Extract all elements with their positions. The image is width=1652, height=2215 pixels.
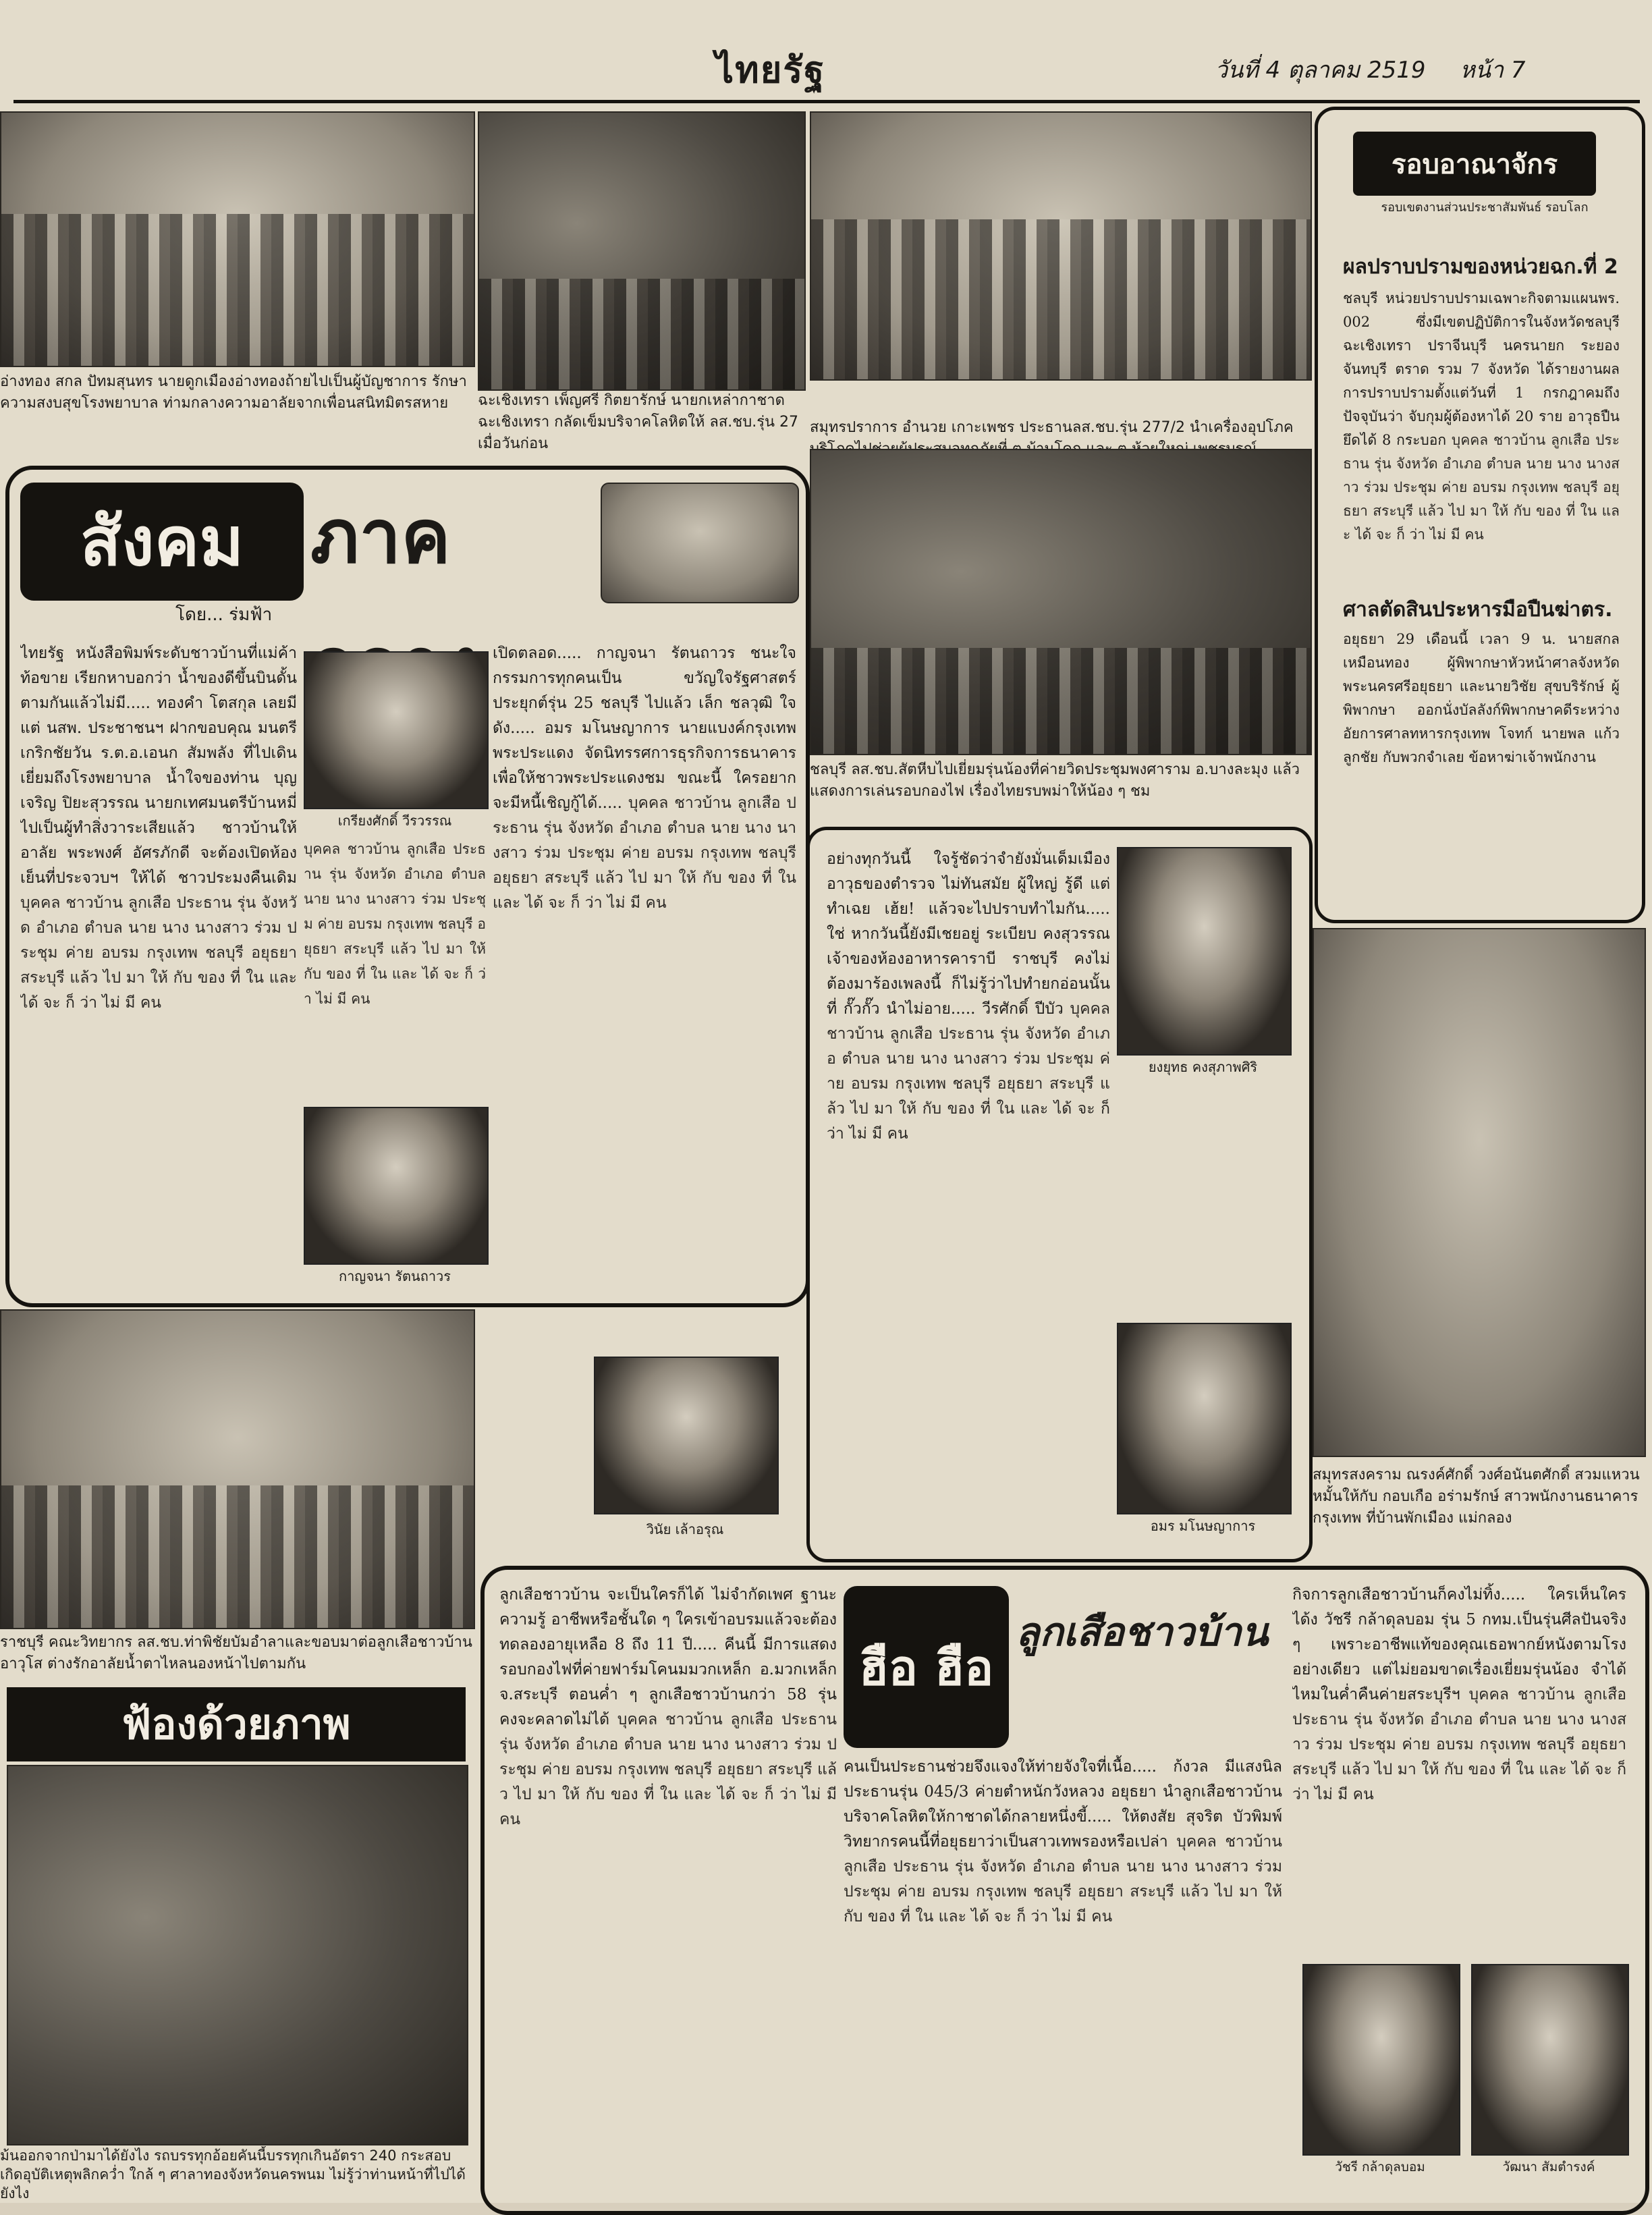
portrait-caption-watcharee: วัชรี กล้าดุลบอม (1335, 2160, 1425, 2175)
portrait-caption-winai: วินัย เล้าอรุณ (646, 1521, 724, 1537)
social-col-1 (20, 641, 297, 1303)
scouts-col-3 (1292, 1583, 1626, 1954)
issue-date: วันที่ 4 ตุลาคม 2519 (1215, 57, 1426, 84)
portrait-caption-kriangsak: เกรียงศักดิ์ วีรวรรณ (337, 813, 452, 829)
lawsuit-banner: ฟ้องด้วยภาพ (7, 1687, 466, 1761)
masthead-title: ไทยรัฐ (715, 48, 826, 91)
social-col-3 (827, 847, 1110, 1529)
caption-samutprakan: สมุทรปราการ อำนวย เกาะเพชร ประธานลส.ชบ.รุ่น 277/2 นำเครื่องอุปโภค (810, 419, 1294, 436)
photo-chachoengsao (478, 111, 806, 391)
radio-story-2-text: อยุธยา 29 เดือนนี้ เวลา 9 น. นายสกล เหมือนทอง ผู้พิพากษาหัวหน้าศาลจังหวัดพระนครศรีอยุธยา และนายวิชัย สุขบริรักษ์ ผู้พิพากษา ออกนั่งบัลลังก์พิพากษาคดีระหว่างอัยการศาลทหารกรุงเทพ โจทก์ นายพล แก้วลูกชัย กับพวกจำเลย ข้อหาฆ่าเจ้าพนักงาน (1343, 631, 1620, 765)
scouts-col-1 (499, 1583, 837, 2197)
portrait-kriangsak (304, 651, 489, 809)
radio-column-title: รอบอาณาจักร (1353, 132, 1596, 196)
scouts-col-2-filler: บุคคล ชาวบ้าน ลูกเสือ ประธาน รุ่น จังหวัด อำเภอ ตำบล นาย นาง นางสาว ร่วม ประชุม ค่าย อบรม กรุงเทพ ชลบุรี อยุธยา สระบุรี แล้ว ไป มา ให้ กับ ของ ที่ ใน และ ได้ จะ ก็ ว่า ไม่ มี คน (844, 1833, 1282, 1925)
portrait-caption-amorn: อมร มโนษญาการ (1150, 1518, 1256, 1534)
portrait-caption-wattana: วัฒนา สัมตำรงค์ (1502, 2160, 1595, 2175)
scouts-col-2 (844, 1755, 1282, 2197)
scouts-col-3-text: กิจการลูกเสือชาวบ้านก็คงไม่ทิ้ง..... ใครเห็นใครได้ง วัชรี กล้าดุลบอม รุ่น 5 กทม.เป็นรุ่นศีลปันจริง ๆ เพราะอาชีพแท้ของคุณเธอพากย์หนังตามโรงอย่างเดียว แต่ไม่ยอมขาดเรื่องเยี่ยมรุ่นน้อง จำได้ไหมในค่ำคืนค่ายสระบุรีฯ (1292, 1586, 1626, 1703)
social-col-1b-filler: บุคคล ชาวบ้าน ลูกเสือ ประธาน รุ่น จังหวัด อำเภอ ตำบล นาย นาง นางสาว ร่วม ประชุม ค่าย อบรม กรุงเทพ ชลบุรี อยุธยา สระบุรี แล้ว ไป มา ให้ กับ ของ ที่ ใน และ ได้ จะ ก็ ว่า ไม่ มี คน (304, 841, 486, 1007)
caption-chonburi: ชลบุรี ลส.ชบ.สัตหีบไปเยี่ยมรุ่นน้องที่ค่ายวิดประชุมพงศาราม อ.บางละมุง แล้วแสดงการเล่นรอบกองไฟ เรื่องไทยรบพม่าให้น้อง ๆ ชม (810, 761, 1300, 800)
radio-heading-1: ผลปราบปรามของหน่วยฉก.ที่ 2 (1343, 255, 1618, 279)
social-col-2 (493, 641, 796, 1303)
scouts-col-1-filler: บุคคล ชาวบ้าน ลูกเสือ ประธาน รุ่น จังหวัด อำเภอ ตำบล นาย นาง นางสาว ร่วม ประชุม ค่าย อบรม กรุงเทพ ชลบุรี อยุธยา สระบุรี แล้ว ไป มา ให้ กับ ของ ที่ ใน และ ได้ จะ ก็ ว่า ไม่ มี คน (499, 1711, 837, 1828)
photo-samutsongkhram (1313, 928, 1646, 1457)
social-title-2: ภาค (310, 493, 451, 580)
scouts-title-1: ฮือ ฮือ (844, 1586, 1009, 1748)
radio-story-1-text: ชลบุรี หน่วยปราบปรามเฉพาะกิจตามแผนพร. 002 ซึ่งมีเขตปฏิบัติการในจังหวัดชลบุรี ฉะเชิงเทรา ปราจีนบุรี นครนายก ระยอง จันทบุรี ตราด รวม 7 จังหวัด ได้รายงานผลการปราบปรามตั้งแต่วันที่ 1 กรกฎาคมถึงปัจจุบันว่า จับกุมผู้ต้องหาได้ 20 ราย อาวุธปืนยึดได้ 8 กระบอก (1343, 290, 1620, 448)
radio-heading-2: ศาลตัดสินประหารมือปืนฆ่าตร. (1343, 598, 1613, 622)
social-col-3-filler: บุคคล ชาวบ้าน ลูกเสือ ประธาน รุ่น จังหวัด อำเภอ ตำบล นาย นาง นางสาว ร่วม ประชุม ค่าย อบรม กรุงเทพ ชลบุรี อยุธยา สระบุรี แล้ว ไป มา ให้ กับ ของ ที่ ใน และ ได้ จะ ก็ ว่า ไม่ มี คน (827, 1000, 1110, 1143)
masthead-rule (13, 100, 1640, 103)
portrait-caption-yongyuth: ยงยุทธ คงสุภาพศิริ (1148, 1059, 1258, 1075)
scouts-col-2-text: คนเป็นประธานช่วยจึงแจงให้ท่ายจังใจที่เนื้อ..... ก้งวล มีแสงนิล ประธานรุ่น 045/3 ค่ายตำหนักวังหลวง อยุธยา นำลูกเสือชาวบ้านบริจาคโลหิตให้กาชาดได้กลายหนึ่งขี้..... ให้ตงสัย สุจริต บัวพิมพ์ วิทยากรคนนี้ที่อยุธยาว่าเป็นสาวเทพรองหรือเปล่า (844, 1758, 1282, 1851)
scouts-title-2: ลูกเสือชาวบ้าน (1016, 1609, 1269, 1655)
photo-samutprakan (810, 111, 1312, 381)
photo-chonburi (810, 449, 1312, 755)
social-col-2-text: เปิดตลอด..... กาญจนา รัตนถาวร ชนะใจกรรมการทุกคนเป็น ขวัญใจรัฐศาสตร์ ประยุกต์รุ่น 25 ชลบุรี ไปแล้ว เล็ก ชลวุฒิ ใจดัง..... อมร มโนษญาการ นายแบงค์กรุงเทพ พระประแดง จัดนิทรรศการธุรกิจการธนาคาร เพื่อให้ชาวพระประแดงชม ขณะนี้ ใครอยากจะมีหนี้เชิญกู้ได้..... (493, 645, 796, 812)
social-col-2-filler: บุคคล ชาวบ้าน ลูกเสือ ประธาน รุ่น จังหวัด อำเภอ ตำบล นาย นาง นางสาว ร่วม ประชุม ค่าย อบรม กรุงเทพ ชลบุรี อยุธยา สระบุรี แล้ว ไป มา ให้ กับ ของ ที่ ใน และ ได้ จะ ก็ ว่า ไม่ มี คน (493, 794, 796, 912)
social-col-1-text: ไทยรัฐ หนังสือพิมพ์ระดับชาวบ้านที่แม่ค้าท้อขาย เรียกหาบอกว่า น้ำของดีขึ้นบินดั้นตามกันแล้วไม่มี..... ทองคำ โตสกุล เลยมีแต่ นสพ. ประชาชนฯ ฝากขอบคุณ มนตรี เกริกชัยวัน ร.ต.อ.เอนก สัมพลัง ที่ไปเดินเยี่ยมถึงโรงพยาบาล น้ำใจของท่าน บุญเจริญ ปิยะสุวรรณ นายกเทศมนตรีบ้านหมี่ ไปเป็นผู้ทำสิ่งวาระเสียแล้ว ชาวบ้านให้อาลัย พระพงศ์ อัศรภักดี จะต้องเปิดห้องเย็นที่ประจวบฯ ให้ได้ ชาวประมงคืนเดิม (20, 645, 297, 887)
social-col-1-filler: บุคคล ชาวบ้าน ลูกเสือ ประธาน รุ่น จังหวัด อำเภอ ตำบล นาย นาง นางสาว ร่วม ประชุม ค่าย อบรม กรุงเทพ ชลบุรี อยุธยา สระบุรี แล้ว ไป มา ให้ กับ ของ ที่ ใน และ ได้ จะ ก็ ว่า ไม่ มี คน (20, 894, 297, 1012)
portrait-winai (594, 1357, 779, 1514)
caption-chachoengsao: ฉะเชิงเทรา เพ็ญศรี กิตยารักษ์ นายกเหล่ากาชาดฉะเชิงเทรา กลัดเข็มบริจาคโลหิตให้ ลส.ชบ.รุ่น 27 เมื่อวันก่อน (478, 392, 799, 452)
social-title: สังคม (20, 483, 304, 601)
social-byline: โดย... ร่มฟ้า (175, 605, 273, 625)
social-col-3-text: อย่างทุกวันนี้ ใจรู้ชัดว่าจำยังมั่นเด็มเมือง อาวุธของตำรวจ ไม่ทันสมัย ผู้ใหญ่ รู้ดี แต่ทำเฉย เฮ้ย! แล้วจะไปปราบทำไมกัน..... ใช่ หากวันนี้ยังมีเชยอยู่ ระเบียบ คงสุวรรณ เจ้าของห้องอาหารคาราบี ราชบุรี คงไม่ต้องมาร้องเพลงนี้ ก็ไม่รู้ว่าไปทำยกอ่อนนั้นที่ กั๊วกั๊ว นำไม่อาย..... วีรศักดิ์ ปีบัว (827, 850, 1110, 1018)
radio-column-subtitle: รอบเขตงานส่วนประชาสัมพันธ์ รอบโลก (1381, 200, 1589, 215)
radio-story-1-filler: บุคคล ชาวบ้าน ลูกเสือ ประธาน รุ่น จังหวัด อำเภอ ตำบล นาย นาง นางสาว ร่วม ประชุม ค่าย อบรม กรุงเทพ ชลบุรี อยุธยา สระบุรี แล้ว ไป มา ให้ กับ ของ ที่ ใน และ ได้ จะ ก็ ว่า ไม่ มี คน (1343, 432, 1620, 543)
portrait-caption-kanchana: กาญจนา รัตนถาวร (338, 1268, 451, 1284)
scouts-col-1-text: ลูกเสือชาวบ้าน จะเป็นใครก็ได้ ไม่จำกัดเพศ ฐานะความรู้ อาชีพหรือชั้นใด ๆ ใครเข้าอบรมแล้วจะต้องทดลองอายุเหลือ 8 ถึง 11 ปี..... คีนนี้ มีการแสดงรอบกองไฟที่ค่ายฟาร์มโคนมมวกเหล็ก อ.มวกเหล็ก จ.สระบุรี ตอนค่ำ ๆ ลูกเสือชาวบ้านกว่า 58 รุ่น คงจะคลาดไม่ได้ (499, 1586, 837, 1728)
social-header-graphic (601, 483, 799, 603)
caption-lawsuit: ม้นออกจากป่ามาได้ยังไง รถบรรทุกอ้อยคันนี้บรรทุกเกินอัตรา 240 กระสอบ เกิดอุบัติเหตุพลิกคว่ำ ใกล้ ๆ ศาลาทองจังหวัดนครพนม ไม่รู้ว่าท่านหน้าที่ไปได้ยังไง (0, 2148, 466, 2202)
photo-angthong (0, 111, 475, 367)
masthead-date (1215, 51, 1526, 88)
portrait-yongyuth (1117, 847, 1292, 1056)
portrait-wattana (1471, 1964, 1629, 2156)
photo-lawsuit (7, 1765, 468, 2145)
social-col-1b (304, 837, 486, 1100)
portrait-kanchana (304, 1107, 489, 1265)
scouts-col-3-filler: บุคคล ชาวบ้าน ลูกเสือ ประธาน รุ่น จังหวัด อำเภอ ตำบล นาย นาง นางสาว ร่วม ประชุม ค่าย อบรม กรุงเทพ ชลบุรี อยุธยา สระบุรี แล้ว ไป มา ให้ กับ ของ ที่ ใน และ ได้ จะ ก็ ว่า ไม่ มี คน (1292, 1686, 1626, 1803)
caption-angthong: อ่างทอง สกล ปัทมสุนทร นายดูกเมืองอ่างทองถ้ายไปเป็นผู้บัญชาการ รักษาความสงบสุขโรงพยาบาล ท่ามกลางความอาลัยจากเพื่อนสนิทมิตรสหาย (0, 373, 467, 412)
portrait-watcharee (1302, 1964, 1460, 2156)
caption-ratchaburi: ราชบุรี คณะวิทยากร ลส.ชบ.ท่าพิชัยบัมอำลาและขอบมาต่อลูกเสือชาวบ้านอาวุโส ต่างรักอาลัยน้ำตาไหลนองหน้าไปตามกัน (0, 1634, 472, 1672)
caption-samutsongkhram: สมุทรสงคราม ณรงค์ศักดิ์ วงศ์อนันตศักดิ์ สวมแหวนหมั้นให้กับ กอบเกือ อร่ามรักษ์ สาวพนักงานธนาคารกรุงเทพ ที่บ้านพักเมือง แม่กลอง (1313, 1467, 1640, 1527)
radio-story-2 (1343, 628, 1620, 898)
photo-ratchaburi (0, 1309, 475, 1629)
page-number: หน้า 7 (1460, 57, 1526, 84)
radio-story-1 (1343, 287, 1620, 557)
portrait-amorn (1117, 1323, 1292, 1514)
